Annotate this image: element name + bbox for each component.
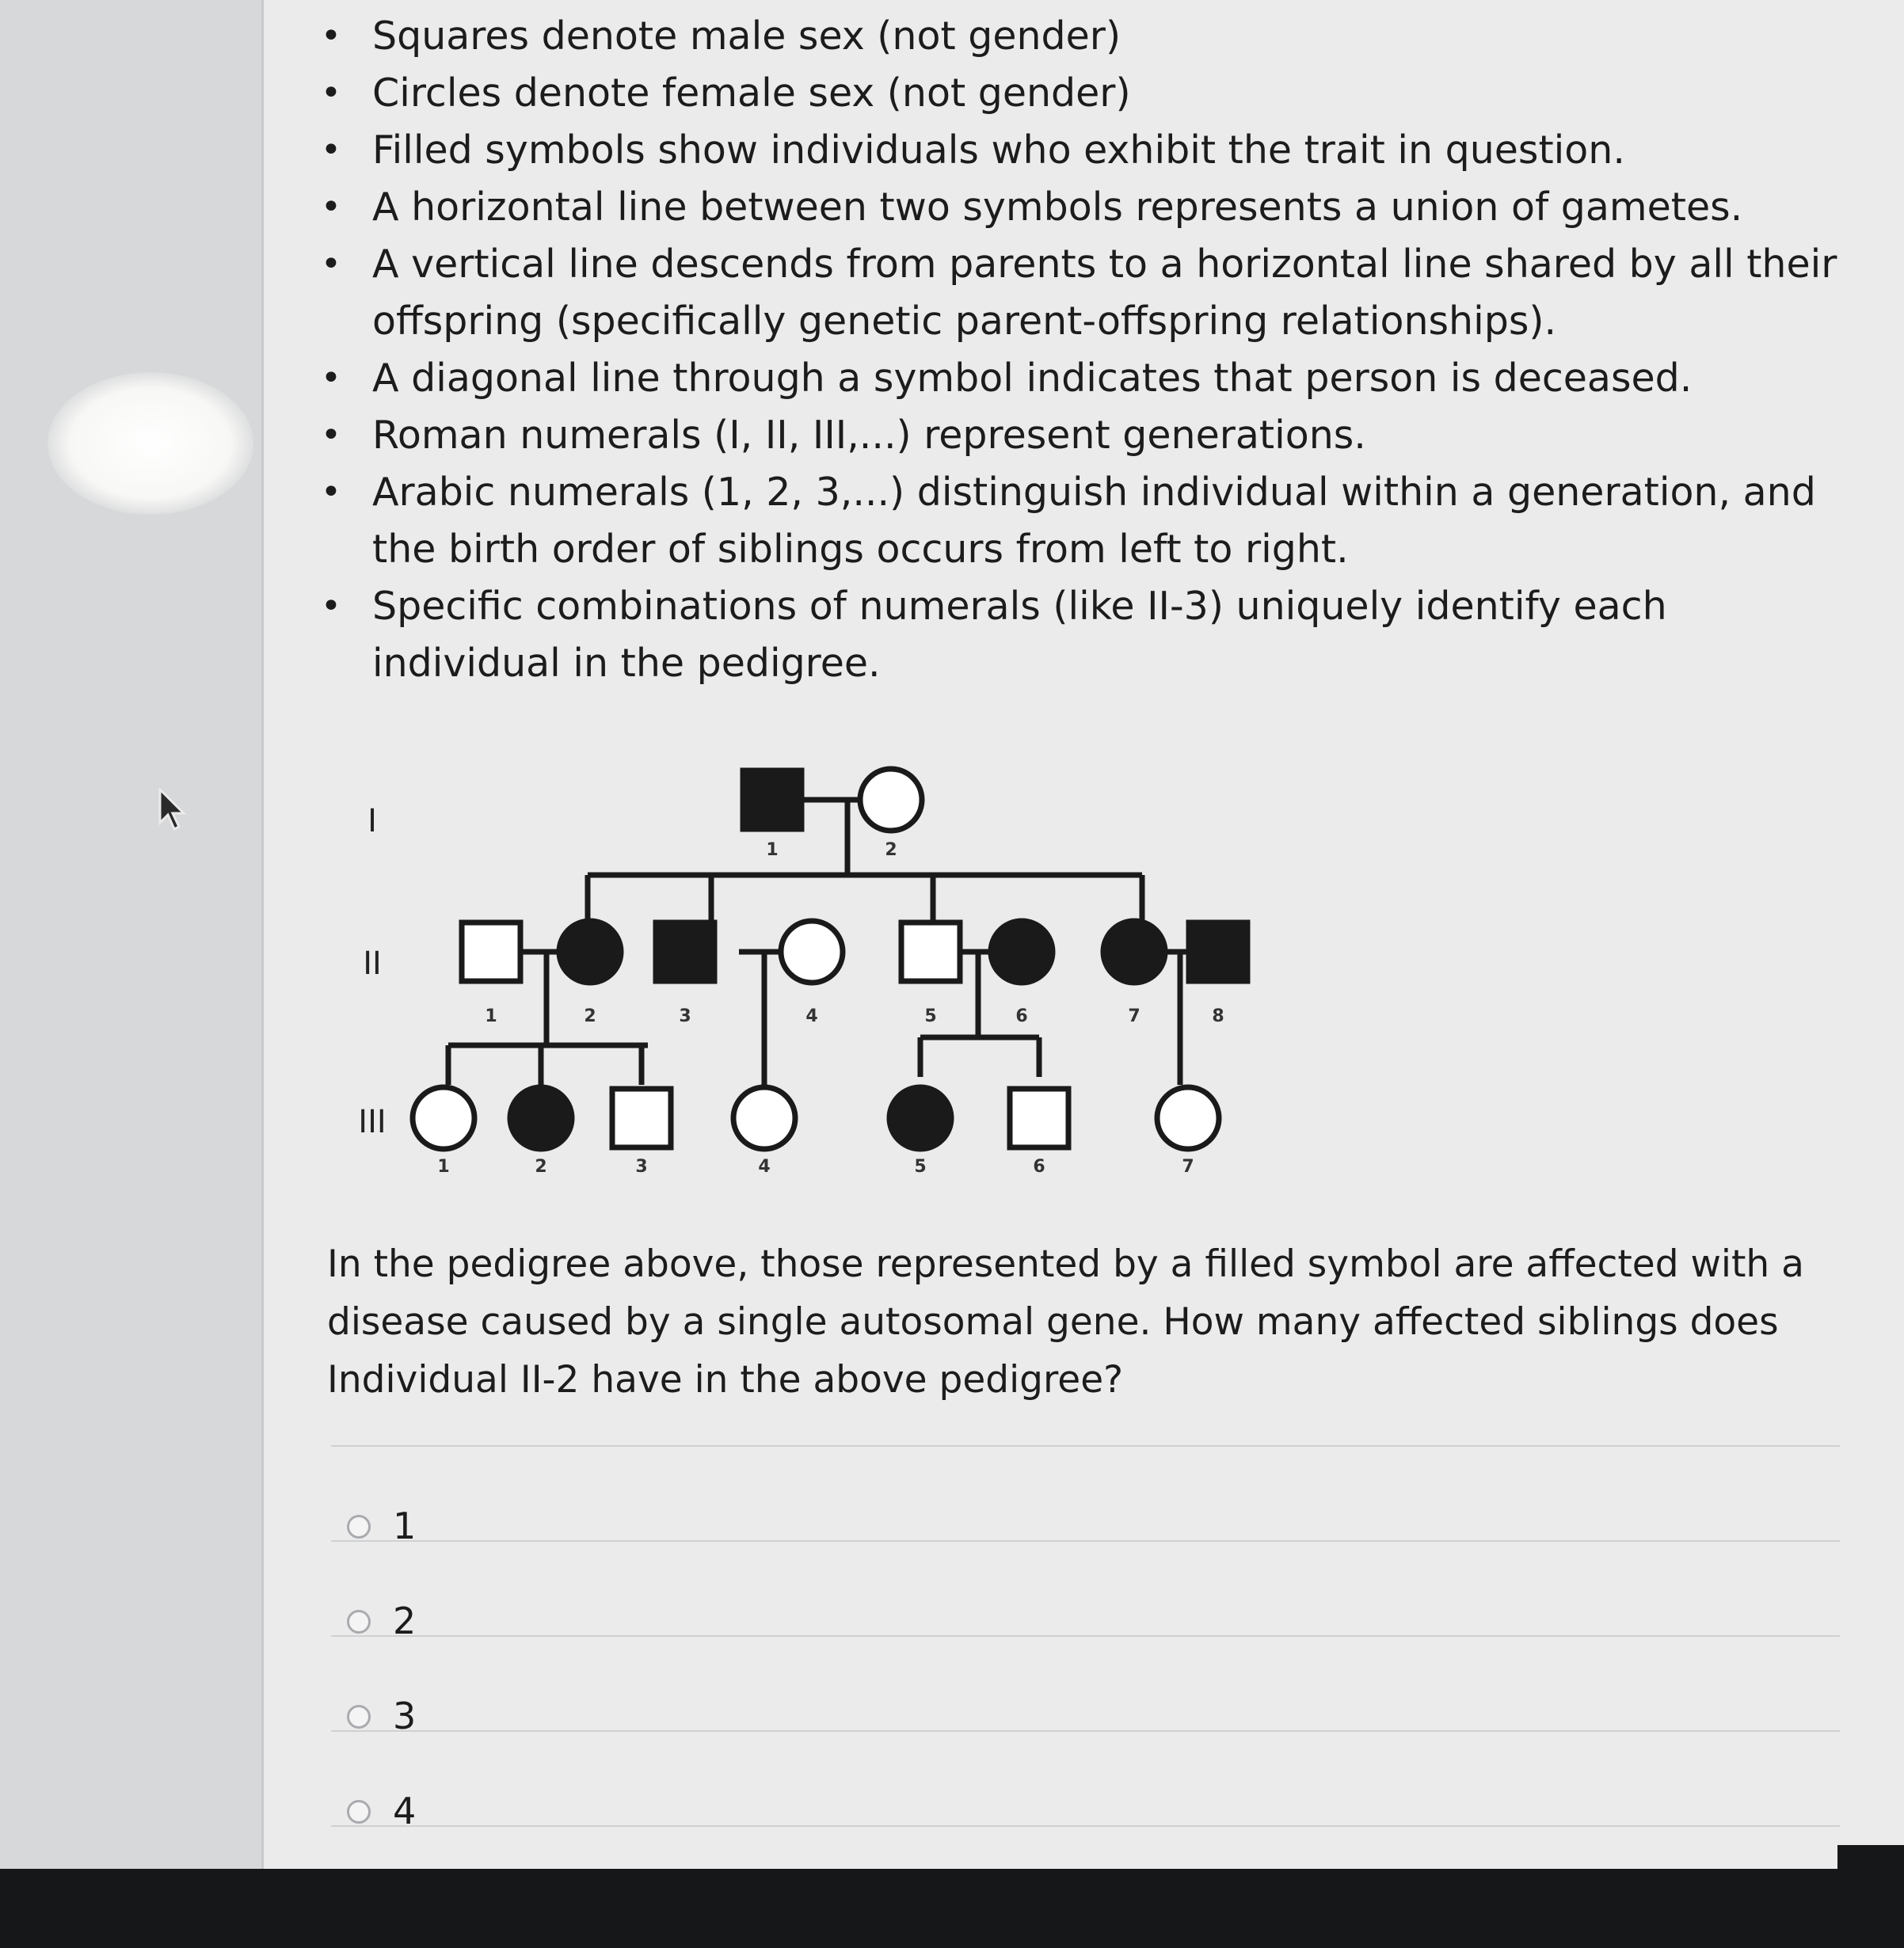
mouse-pointer-icon <box>157 788 188 832</box>
individual-number-label: 2 <box>885 840 897 860</box>
legend-item: • A vertical line descends from parents to a horizontal line shared by all their offspring (specifically genetic parent-offspring relationships). <box>313 236 1841 350</box>
individual-number-label: 4 <box>758 1157 771 1177</box>
legend-item: • Circles denote female sex (not gender) <box>313 65 1841 122</box>
individual-number-label: 2 <box>535 1157 547 1177</box>
screen-bezel <box>0 1869 1904 1948</box>
individual-II-4-unaffected <box>781 921 843 983</box>
radio-button-icon[interactable] <box>347 1515 371 1539</box>
radio-button-icon[interactable] <box>347 1610 371 1634</box>
answer-choice[interactable] <box>331 1635 1840 1737</box>
answer-choice[interactable] <box>331 1445 1840 1547</box>
individual-number-label: 1 <box>485 1006 497 1026</box>
legend-item: • Squares denote male sex (not gender) <box>313 8 1841 65</box>
pedigree-chart <box>333 744 1315 1204</box>
answer-choice[interactable] <box>331 1730 1840 1832</box>
individual-number-label: 2 <box>584 1006 596 1026</box>
individual-number-label: 1 <box>766 840 779 860</box>
individual-II-3-affected <box>656 923 714 981</box>
individual-III-7-unaffected <box>1157 1087 1219 1149</box>
answer-choices <box>331 1445 1840 1920</box>
individual-number-label: 6 <box>1015 1006 1028 1026</box>
individual-number-label: 7 <box>1128 1006 1140 1026</box>
legend-item: • Roman numerals (I, II, III,...) represent generations. <box>313 407 1841 464</box>
individual-number-label: 4 <box>805 1006 818 1026</box>
individual-II-5-unaffected <box>901 923 960 981</box>
individual-number-label: 3 <box>635 1157 648 1177</box>
individual-II-8-affected <box>1189 923 1247 981</box>
left-gutter <box>0 0 261 1869</box>
screen-glare <box>48 372 253 515</box>
individual-number-label: 5 <box>914 1157 927 1177</box>
pedigree-legend-list <box>313 8 1841 692</box>
radio-button-icon[interactable] <box>347 1705 371 1729</box>
individual-number-label: 8 <box>1212 1006 1224 1026</box>
individual-number-label: 1 <box>437 1157 450 1177</box>
individual-II-1-unaffected <box>462 923 520 981</box>
individual-II-2-affected <box>559 921 621 983</box>
answer-choice[interactable] <box>331 1540 1840 1642</box>
individual-number-label: 5 <box>924 1006 937 1026</box>
question-text: In the pedigree above, those represented by a filled symbol are affected with a disease caused by a single autosomal gene. How many affected siblings does Individual II-2 have in the above pedigree? <box>327 1242 1804 1402</box>
individual-III-1-unaffected <box>413 1087 474 1149</box>
legend-item: • A horizontal line between two symbols represents a union of gametes. <box>313 179 1841 236</box>
choice-label: 1 <box>393 1505 417 1547</box>
generation-label-I: I <box>367 803 377 839</box>
individual-III-3-unaffected <box>612 1089 671 1147</box>
individual-I-2-unaffected <box>860 769 922 831</box>
individual-III-5-affected <box>889 1087 951 1149</box>
legend-item: • Arabic numerals (1, 2, 3,...) distinguish individual within a generation, and the birth order of siblings occurs from left to right. <box>313 464 1841 578</box>
individual-number-label: 7 <box>1182 1157 1194 1177</box>
radio-button-icon[interactable] <box>347 1800 371 1824</box>
generation-label-II: II <box>363 945 382 982</box>
individual-II-7-affected <box>1103 921 1165 983</box>
individual-II-6-affected <box>991 921 1053 983</box>
legend-item: • Specific combinations of numerals (like II-3) uniquely identify each individual in the pedigree. <box>313 578 1841 692</box>
individual-III-2-affected <box>510 1087 572 1149</box>
choice-label: 4 <box>393 1790 417 1832</box>
legend-item: • Filled symbols show individuals who exhibit the trait in question. <box>313 122 1841 179</box>
individual-number-label: 3 <box>679 1006 691 1026</box>
generation-label-III: III <box>358 1104 387 1140</box>
choice-label: 3 <box>393 1695 417 1737</box>
screen-bezel-edge <box>1837 1845 1904 1869</box>
choice-label: 2 <box>393 1600 417 1642</box>
individual-III-6-unaffected <box>1010 1089 1068 1147</box>
individual-I-1-affected <box>743 770 802 829</box>
legend-item: • A diagonal line through a symbol indicates that person is deceased. <box>313 350 1841 407</box>
individual-III-4-unaffected <box>733 1087 795 1149</box>
individual-number-label: 6 <box>1033 1157 1045 1177</box>
